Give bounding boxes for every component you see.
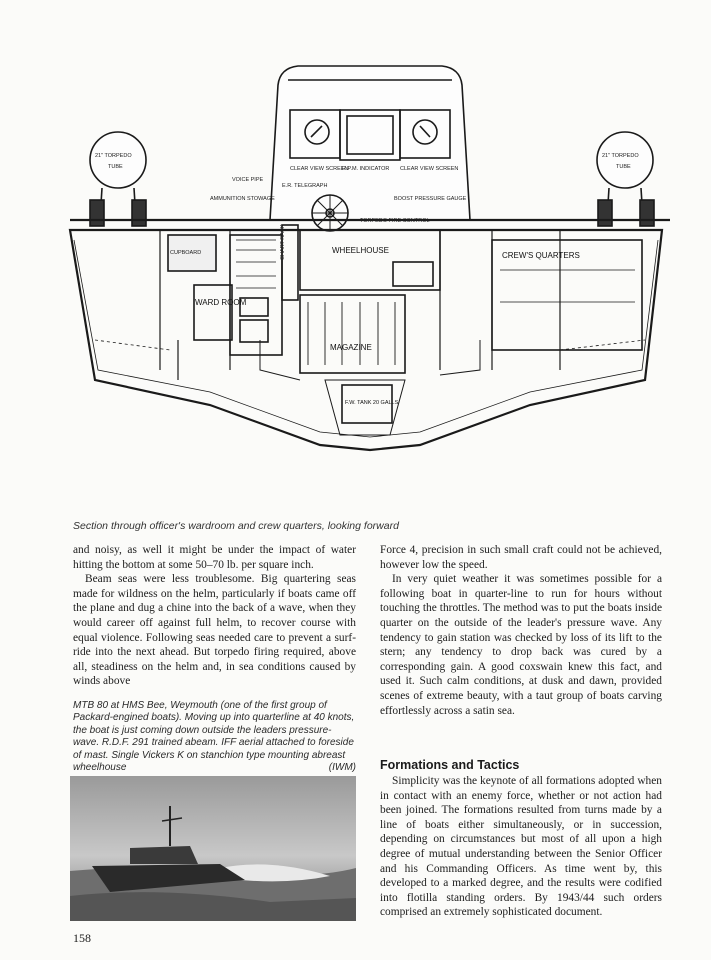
page-number: 158 xyxy=(73,931,91,945)
fw-tank-label: F.W. TANK 20 GALLS xyxy=(345,400,399,406)
boat-section-diagram xyxy=(60,40,680,510)
photo-caption xyxy=(73,700,356,774)
left-paragraph-2: Beam seas were less troublesome. Big quartering seas made for wildness on the helm, particularly if boats came off the plane and dug a chine into the back of a wave, when they would career off against full helm, to recover course with equal violence. Following seas needed care to prevent a surf-ride into the next ahead. But torpedo firing required, above all, steadiness on the helm and, in sea conditions caused by winds above xyxy=(73,573,356,688)
section-paragraph-1: Simplicity was the keynote of all formations adopted when in contact with an enemy force, whether or not action had been joined. The formations resulted from turns made by a line of boats either simultaneously, or in succession, depending on circumstances but most of all upon a high degree of mutual understanding between the Senior Officer and his Commanding Officers. As time went by, this developed to a marked degree, and the results were codified into flotilla standing orders. By 1943/44 such orders comprised an extremely sophisticated document. xyxy=(380,775,662,919)
cupboard-label: CUPBOARD xyxy=(170,250,202,256)
left-column xyxy=(73,543,356,689)
ammunition-stowage-label: AMMUNITION STOWAGE xyxy=(210,196,275,202)
right-column xyxy=(380,543,662,718)
boost-pressure-label: BOOST PRESSURE GAUGE xyxy=(394,196,467,202)
photo-caption-text: MTB 80 at HMS Bee, Weymouth (one of the first group of Packard-engined boats). Moving up into quarterline at 40 knots, the boat is just coming down outside the leaders pressure-wave. R.D.F. 291 trained abeam. IFF aerial attached to foreside of mast. Single Vickers K on stanchion type mounting abreast wheelhouse xyxy=(73,700,355,774)
clear-view-right-label: CLEAR VIEW SCREEN xyxy=(400,166,459,172)
er-telegraph-label: E.R. TELEGRAPH xyxy=(282,183,328,189)
torpedo-fire-control-label: TORPEDO FIRE CONTROL xyxy=(360,218,430,224)
torpedo-tube-left xyxy=(90,132,146,188)
right-paragraph-1: Force 4, precision in such small craft could not be achieved, however low the speed. xyxy=(380,544,662,571)
tube-right-label: TUBE xyxy=(616,164,631,170)
left-paragraph-1: and noisy, as well it might be under the impact of water hitting the bottom at some 50–70 lb. per square inch. xyxy=(73,544,356,571)
chart-rack-label: CHART RACK xyxy=(280,224,286,260)
ward-room-label: WARD ROOM xyxy=(195,298,247,307)
torpedo-left-label: 21" TORPEDO xyxy=(95,153,132,159)
figure-caption: Section through officer's wardroom and crew quarters, looking forward xyxy=(73,520,399,532)
torpedo-right-label: 21" TORPEDO xyxy=(602,153,639,159)
crews-quarters-label: CREW'S QUARTERS xyxy=(502,251,580,260)
voice-pipe-label: VOICE PIPE xyxy=(232,177,264,183)
section-body xyxy=(380,774,662,920)
tube-left-label: TUBE xyxy=(108,164,123,170)
magazine-box xyxy=(300,295,405,373)
torpedo-tube-right xyxy=(597,132,653,188)
boat-photograph xyxy=(70,776,356,921)
section-heading: Formations and Tactics xyxy=(380,758,520,772)
hull-outline xyxy=(70,230,662,450)
rpm-indicator-label: R.P.M. INDICATOR xyxy=(342,166,390,172)
wheelhouse-label: WHEELHOUSE xyxy=(332,246,389,255)
magazine-label: MAGAZINE xyxy=(330,343,372,352)
right-paragraph-2: In very quiet weather it was sometimes possible for a following boat in quarter-line to run for hours without touching the throttles. The method was to put the boats inside quarter on the outside of the leader's pressure wave. Any tendency to gain station was checked by loss of its lift to the stern; any tendency to drop back was cured by a corresponding gain. A good coxswain knew this fact, and used it. Such calm conditions, at dusk and dawn, provided scenes of extreme beauty, with a taut group of boats carving effortlessly across a satin sea. xyxy=(380,573,662,717)
clear-view-left-label: CLEAR VIEW SCREEN xyxy=(290,166,349,172)
photo-credit: (IWM) xyxy=(328,762,356,774)
